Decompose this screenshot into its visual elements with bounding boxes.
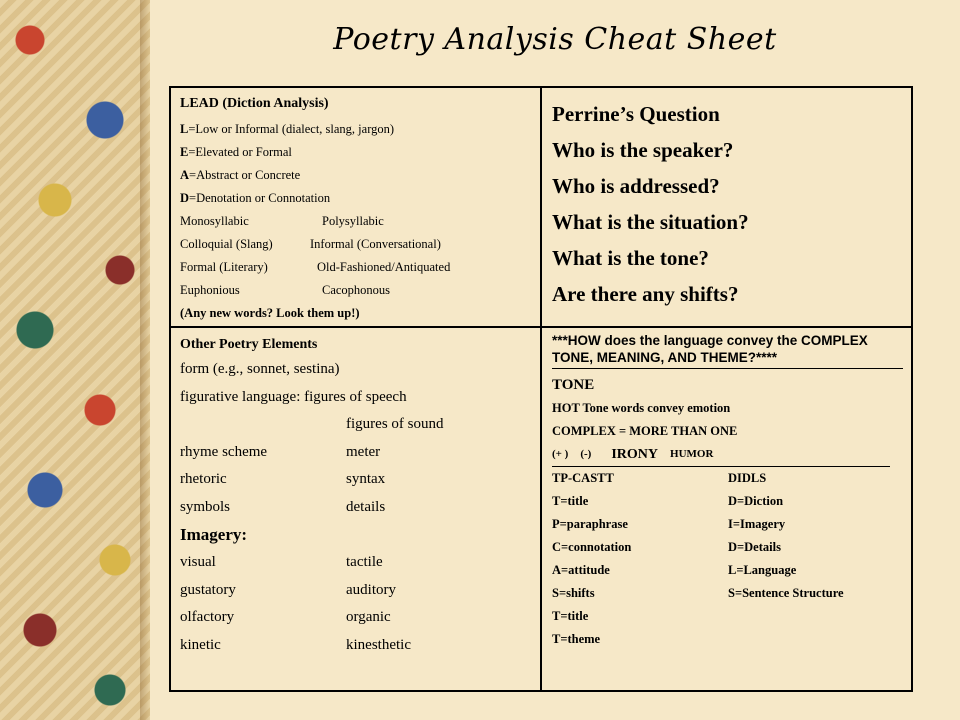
elements-figurative: figurative language: figures of speech — [180, 388, 407, 405]
lead-pair: Euphonious Cacophonous — [180, 283, 391, 297]
tpcastt-pair: TP-CASTT DIDLS — [552, 471, 767, 485]
tone-humor: HUMOR — [670, 448, 714, 460]
imagery-pair: kinetic kinesthetic — [180, 636, 411, 653]
lead-heading: LEAD (Diction Analysis) — [180, 96, 329, 111]
tpcastt-pair: T=title D=Diction — [552, 494, 784, 508]
perrine-heading: Perrine’s Question — [552, 102, 720, 126]
lead-pair: Colloquial (Slang) Informal (Conversational) — [180, 237, 441, 251]
lead-item: A=Abstract or Concrete — [180, 168, 301, 182]
lead-pair: Formal (Literary) Old-Fashioned/Antiquated — [180, 260, 451, 274]
elements-pair: rhyme scheme meter — [180, 443, 381, 460]
elements-heading: Other Poetry Elements — [180, 337, 318, 352]
perrine-question: Who is addressed? — [552, 174, 720, 198]
tone-plus: (+ ) — [552, 448, 569, 460]
tpcastt-tail: T=title — [552, 609, 589, 623]
tpcastt-pair: C=connotation D=Details — [552, 540, 781, 554]
lead-item: D=Denotation or Connotation — [180, 191, 331, 205]
elements-figures-sound: figures of sound — [346, 416, 444, 432]
tone-question: ***HOW does the language convey the COMPLEX TONE, MEANING, AND THEME?**** — [552, 332, 903, 369]
tone-heading: TONE — [552, 377, 595, 393]
imagery-pair: gustatory auditory — [180, 581, 396, 598]
elements-pair: rhetoric syntax — [180, 471, 386, 487]
tone-minus: (-) — [580, 448, 592, 460]
lead-note: (Any new words? Look them up!) — [180, 306, 360, 320]
lead-item: E=Elevated or Formal — [180, 145, 292, 159]
lead-cell — [171, 88, 542, 328]
perrine-question: Are there any shifts? — [552, 282, 739, 306]
perrine-question: Who is the speaker? — [552, 138, 734, 162]
lead-item: L=Low or Informal (dialect, slang, jargon) — [180, 122, 395, 136]
tapestry-border — [0, 0, 150, 720]
page-title: Poetry Analysis Cheat Sheet — [333, 22, 777, 57]
tpcastt-tail: T=theme — [552, 632, 601, 646]
tone-cell — [542, 328, 913, 692]
imagery-pair: visual tactile — [180, 554, 383, 570]
tone-irony-row — [552, 443, 890, 467]
tpcastt-pair: A=attitude L=Language — [552, 563, 797, 577]
perrine-question: What is the tone? — [552, 246, 709, 270]
tpcastt-pair: S=shifts S=Sentence Structure — [552, 586, 844, 600]
elements-pair: symbols details — [180, 498, 386, 515]
imagery-pair: olfactory organic — [180, 609, 391, 625]
lead-pair: Monosyllabic Polysyllabic — [180, 214, 384, 228]
tone-hot: HOT Tone words convey emotion — [552, 401, 731, 415]
tone-irony: IRONY — [611, 447, 659, 462]
elements-cell — [171, 328, 542, 692]
elements-form: form (e.g., sonnet, sestina) — [180, 361, 340, 377]
tone-complex: COMPLEX = MORE THAN ONE — [552, 424, 738, 438]
perrine-cell — [542, 88, 913, 328]
cheat-sheet-table — [169, 86, 913, 692]
perrine-question: What is the situation? — [552, 210, 749, 234]
imagery-heading: Imagery: — [180, 525, 248, 544]
tpcastt-pair: P=paraphrase I=Imagery — [552, 517, 786, 531]
